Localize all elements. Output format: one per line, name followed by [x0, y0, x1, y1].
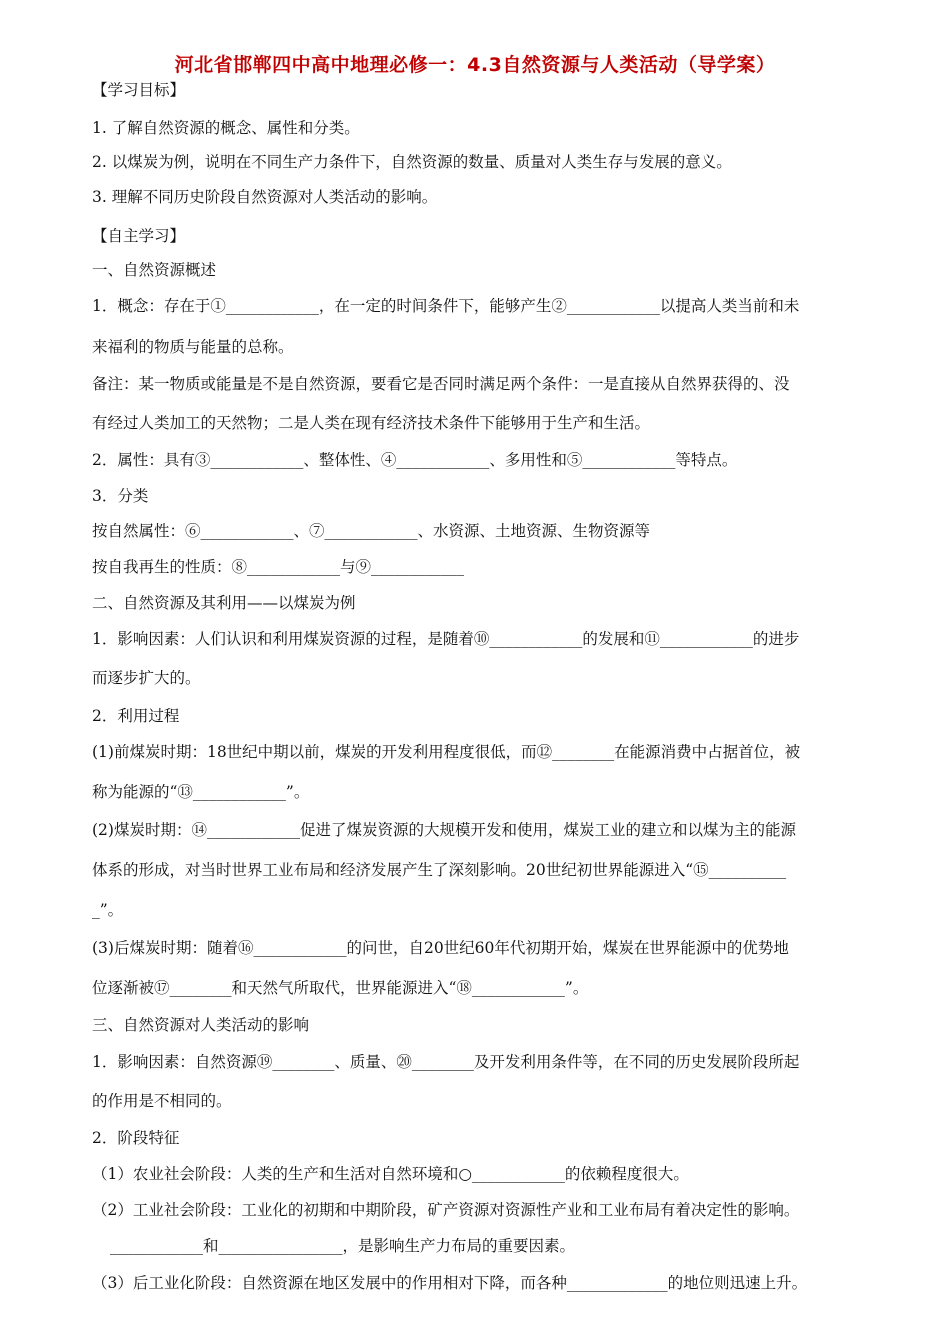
text-line: 2．利用过程	[92, 707, 180, 725]
text-line: 备注：某一物质或能量是不是自然资源，要看它是否同时满足两个条件：一是直接从自然界获得的、没	[92, 375, 790, 393]
text-line: 1．概念：存在于①____________，在一定的时间条件下，能够产生②____________以提高人类当前和未	[92, 297, 800, 315]
text-line: 1．影响因素：人们认识和利用煤炭资源的过程，是随着⑩____________的发展和⑪____________的进步	[92, 630, 800, 648]
section-heading-self-study: 【自主学习】	[92, 227, 186, 245]
subsection-heading-coal: 二、自然资源及其利用——以煤炭为例	[92, 594, 356, 612]
text-line: 按自我再生的性质：⑧____________与⑨____________	[92, 558, 465, 576]
goal-item-3: 3. 理解不同历史阶段自然资源对人类活动的影响。	[92, 188, 438, 206]
text-line: 有经过人类加工的天然物；二是人类在现有经济技术条件下能够用于生产和生活。	[92, 414, 651, 432]
text-line: (3)后煤炭时期：随着⑯____________的问世，自20世纪60年代初期开始，煤炭在世界能源中的优势地	[92, 939, 789, 957]
text-line: 2．阶段特征	[92, 1129, 180, 1147]
text-line: 而逐步扩大的。	[92, 669, 201, 687]
goal-item-2: 2. 以煤炭为例，说明在不同生产力条件下，自然资源的数量、质量对人类生存与发展的意义。	[92, 153, 732, 171]
subsection-heading-overview: 一、自然资源概述	[92, 261, 217, 279]
text-line: ____________和________________，是影响生产力布局的重要因素。	[110, 1237, 576, 1255]
text-line: _”。	[92, 901, 124, 919]
text-line: 来福利的物质与能量的总称。	[92, 338, 294, 356]
text-line: 3．分类	[92, 487, 149, 505]
text-line: （3）后工业化阶段：自然资源在地区发展中的作用相对下降，而各种_____________的地位则迅速上升。	[92, 1274, 808, 1292]
document-title: 河北省邯郸四中高中地理必修一：4.3自然资源与人类活动（导学案）	[174, 54, 776, 76]
text-line: 位逐渐被⑰________和天然气所取代，世界能源进入“⑱____________”。	[92, 979, 589, 997]
text-line: 1．影响因素：自然资源⑲________、质量、⑳________及开发利用条件等，在不同的历史发展阶段所起	[92, 1053, 800, 1071]
text-line: 的作用是不相同的。	[92, 1092, 232, 1110]
text-line: 称为能源的“⑬____________”。	[92, 783, 310, 801]
text-line: 2．属性：具有③____________、整体性、④____________、多用性和⑤____________等特点。	[92, 451, 738, 469]
text-line: 按自然属性：⑥____________、⑦____________、水资源、土地资源、生物资源等	[92, 522, 651, 540]
text-line: (1)前煤炭时期：18世纪中期以前，煤炭的开发利用程度很低，而⑫________在能源消费中占据首位，被	[92, 743, 801, 761]
goal-item-1: 1. 了解自然资源的概念、属性和分类。	[92, 119, 360, 137]
section-heading-learning-goals: 【学习目标】	[92, 81, 186, 99]
text-line: 体系的形成，对当时世界工业布局和经济发展产生了深刻影响。20世纪初世界能源进入“⑮__________	[92, 861, 787, 879]
subsection-heading-impact: 三、自然资源对人类活动的影响	[92, 1016, 310, 1034]
text-line: (2)煤炭时期：⑭____________促进了煤炭资源的大规模开发和使用，煤炭工业的建立和以煤为主的能源	[92, 821, 796, 839]
text-line: （2）工业社会阶段：工业化的初期和中期阶段，矿产资源对资源性产业和工业布局有着决定性的影响。	[92, 1201, 800, 1219]
text-line: （1）农业社会阶段：人类的生产和生活对自然环境和○____________的依赖程度很大。	[92, 1165, 689, 1183]
